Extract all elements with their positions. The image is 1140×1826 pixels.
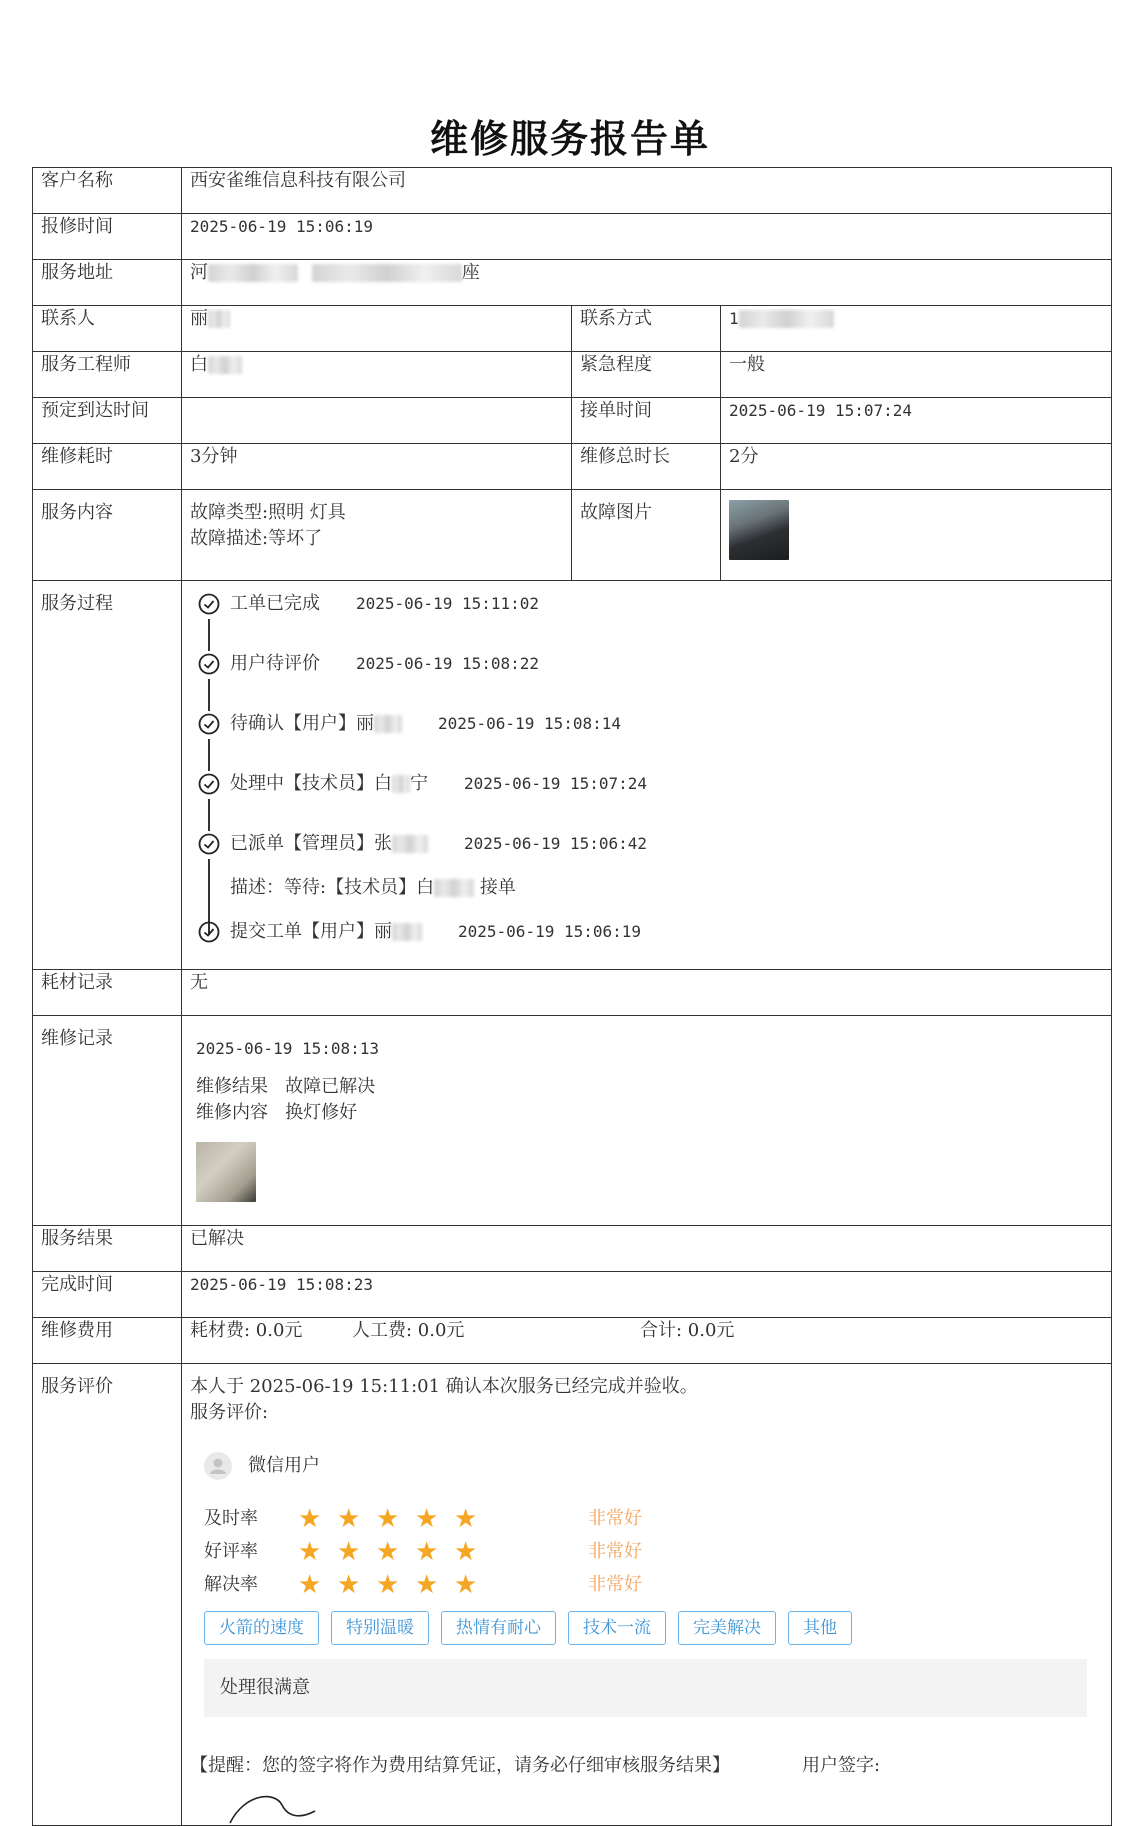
row-report-time (33, 214, 1112, 260)
redacted-engineer (208, 356, 242, 374)
tag-chip[interactable]: 特别温暖 (331, 1611, 429, 1645)
page-title: 维修服务报告单 (429, 116, 710, 161)
tag-chip[interactable]: 热情有耐心 (441, 1611, 556, 1645)
row-result (33, 1226, 1112, 1272)
label-eta: 预定到达时间 (33, 398, 182, 444)
redacted-address-2 (312, 264, 462, 282)
ratings (190, 1502, 1103, 1601)
timeline-status: 处理中【技术员】白 (230, 773, 392, 794)
value-customer: 西安雀维信息科技有限公司 (182, 168, 1112, 214)
row-evaluation (33, 1364, 1112, 1826)
check-circle-icon (198, 921, 220, 943)
label-cost: 维修费用 (33, 1318, 182, 1364)
timeline-item (198, 831, 1103, 875)
label-urgency: 紧急程度 (572, 352, 721, 398)
row-materials (33, 970, 1112, 1016)
star-icon: ★ (298, 1536, 322, 1567)
cost-material: 耗材费: 0.0元 (190, 1320, 303, 1341)
value-repair-duration: 3分钟 (182, 444, 572, 490)
value-contact-method (721, 306, 1112, 352)
row-contact (33, 306, 1112, 352)
timeline-time: 2025-06-19 15:06:42 (464, 834, 648, 853)
timeline-time: 2025-06-19 15:08:22 (356, 654, 540, 673)
check-circle-icon (198, 653, 220, 675)
row-cost (33, 1318, 1112, 1364)
value-result: 已解决 (182, 1226, 1112, 1272)
repair-result-line (196, 1074, 1097, 1100)
avatar (204, 1452, 232, 1480)
row-repair-record (33, 1016, 1112, 1226)
check-circle-icon (198, 833, 220, 855)
rating-row (190, 1568, 1103, 1601)
star-icon: ★ (454, 1503, 478, 1534)
label-fault-image: 故障图片 (572, 490, 721, 581)
star-icon: ★ (298, 1569, 322, 1600)
row-eta (33, 398, 1112, 444)
star-icon: ★ (415, 1503, 439, 1534)
star-icon: ★ (298, 1503, 322, 1534)
timeline-time: 2025-06-19 15:06:19 (458, 922, 642, 941)
timeline-who: 宁 (410, 773, 428, 794)
timeline-status: 提交工单【用户】丽 (230, 921, 392, 942)
timeline-item (198, 591, 1103, 651)
label-report-time: 报修时间 (33, 214, 182, 260)
signature-reminder: 【提醒：您的签字将作为费用结算凭证，请务必仔细审核服务结果】 (190, 1755, 730, 1776)
star-icon: ★ (454, 1569, 478, 1600)
address-suffix: 座 (461, 262, 480, 283)
rating-label: 及时率 (204, 1507, 258, 1529)
rating-text: 非常好 (588, 1507, 642, 1529)
label-contact-method: 联系方式 (572, 306, 721, 352)
timeline-description (230, 875, 1103, 919)
star-icon: ★ (337, 1536, 361, 1567)
evaluation-statement: 本人于 2025-06-19 15:11:01 确认本次服务已经完成并验收。 (190, 1376, 698, 1397)
value-service-content (182, 490, 572, 581)
label-address: 服务地址 (33, 260, 182, 306)
value-repair-record (182, 1016, 1112, 1226)
evaluator-name: 微信用户 (248, 1455, 320, 1476)
label-result: 服务结果 (33, 1226, 182, 1272)
redacted-address-1 (208, 264, 298, 282)
evaluation-comment: 处理很满意 (204, 1659, 1087, 1717)
signature-row (190, 1753, 1103, 1779)
star-rating (298, 1503, 478, 1534)
rating-text: 非常好 (588, 1540, 642, 1562)
description-suffix: 接单 (479, 877, 516, 898)
value-engineer (182, 352, 572, 398)
label-materials: 耗材记录 (33, 970, 182, 1016)
redacted-name (374, 715, 402, 733)
timeline-item (198, 651, 1103, 711)
redacted-name (392, 923, 422, 941)
timeline-status: 待确认【用户】丽 (230, 713, 374, 734)
check-circle-icon (198, 773, 220, 795)
repair-result-label: 维修结果 (196, 1076, 268, 1097)
redacted-phone (739, 310, 834, 328)
label-accept-time: 接单时间 (572, 398, 721, 444)
timeline-item (198, 771, 1103, 831)
label-evaluation: 服务评价 (33, 1364, 182, 1826)
timeline-time: 2025-06-19 15:11:02 (356, 594, 540, 613)
tag-chip[interactable]: 其他 (788, 1611, 852, 1645)
star-rating (298, 1536, 478, 1567)
description-prefix: 描述：等待:【技术员】白 (230, 877, 435, 898)
tag-chip[interactable]: 技术一流 (568, 1611, 666, 1645)
timeline-status: 已派单【管理员】张 (230, 833, 392, 854)
fault-type: 故障类型:照明 灯具 (190, 502, 346, 523)
redacted-name (434, 879, 474, 897)
rating-label: 好评率 (204, 1540, 258, 1562)
label-engineer: 服务工程师 (33, 352, 182, 398)
timeline-status: 用户待评价 (230, 653, 320, 674)
tag-chip[interactable]: 完美解决 (678, 1611, 776, 1645)
redacted-name (392, 775, 410, 793)
value-total-duration: 2分 (721, 444, 1112, 490)
fault-image-thumbnail[interactable] (729, 500, 789, 560)
label-customer: 客户名称 (33, 168, 182, 214)
cost-labor: 人工费: 0.0元 (352, 1320, 465, 1341)
check-circle-icon (198, 593, 220, 615)
cost-total: 合计: 0.0元 (640, 1320, 735, 1341)
signature-scribble (190, 1785, 350, 1825)
timeline-status: 工单已完成 (230, 593, 320, 614)
value-process (182, 581, 1112, 970)
value-eta (182, 398, 572, 444)
rating-row (190, 1535, 1103, 1568)
label-contact: 联系人 (33, 306, 182, 352)
value-report-time: 2025-06-19 15:06:19 (182, 214, 1112, 260)
address-prefix: 河 (190, 262, 208, 283)
process-timeline (190, 581, 1103, 969)
check-circle-icon (198, 713, 220, 735)
row-service-content (33, 490, 1112, 581)
row-finish-time (33, 1272, 1112, 1318)
signature-label: 用户签字: (802, 1755, 881, 1776)
value-contact (182, 306, 572, 352)
star-icon: ★ (376, 1536, 400, 1567)
label-total-duration: 维修总时长 (572, 444, 721, 490)
evaluation-label: 服务评价: (190, 1402, 269, 1423)
value-urgency: 一般 (721, 352, 1112, 398)
star-icon: ★ (415, 1536, 439, 1567)
star-icon: ★ (376, 1569, 400, 1600)
label-finish-time: 完成时间 (33, 1272, 182, 1318)
redacted-contact (208, 310, 230, 328)
label-service-content: 服务内容 (33, 490, 182, 581)
row-address (33, 260, 1112, 306)
report-table (32, 167, 1112, 1826)
row-process (33, 581, 1112, 970)
rating-label: 解决率 (204, 1573, 258, 1595)
repair-record-time: 2025-06-19 15:08:13 (196, 1039, 380, 1058)
label-repair-record: 维修记录 (33, 1016, 182, 1226)
value-finish-time: 2025-06-19 15:08:23 (182, 1272, 1112, 1318)
contact-initial: 丽 (190, 308, 208, 329)
row-duration (33, 444, 1112, 490)
timeline-item (198, 919, 1103, 951)
phone-initial: 1 (729, 309, 739, 328)
value-address (182, 260, 1112, 306)
repair-content-line (196, 1100, 1097, 1126)
star-icon: ★ (337, 1569, 361, 1600)
label-process: 服务过程 (33, 581, 182, 970)
engineer-initial: 白 (190, 354, 208, 375)
row-customer (33, 168, 1112, 214)
repair-content-value: 换灯修好 (285, 1102, 358, 1123)
value-fault-image (721, 490, 1112, 581)
value-materials: 无 (182, 970, 1112, 1016)
user-icon (204, 1452, 232, 1480)
value-accept-time: 2025-06-19 15:07:24 (721, 398, 1112, 444)
star-rating (298, 1569, 478, 1600)
star-icon: ★ (337, 1503, 361, 1534)
timeline-item (198, 711, 1103, 771)
repair-content-label: 维修内容 (196, 1102, 268, 1123)
fault-desc: 故障描述:等坏了 (190, 528, 323, 549)
star-icon: ★ (376, 1503, 400, 1534)
repair-image-thumbnail[interactable] (196, 1142, 256, 1202)
row-engineer (33, 352, 1112, 398)
evaluator (190, 1440, 1103, 1492)
value-evaluation (182, 1364, 1112, 1826)
evaluation-tags (190, 1611, 1103, 1645)
value-cost (182, 1318, 1112, 1364)
timeline-time: 2025-06-19 15:07:24 (464, 774, 648, 793)
star-icon: ★ (454, 1536, 478, 1567)
repair-result-value: 故障已解决 (285, 1076, 376, 1097)
rating-text: 非常好 (588, 1573, 642, 1595)
label-repair-duration: 维修耗时 (33, 444, 182, 490)
redacted-name (392, 835, 428, 853)
star-icon: ★ (415, 1569, 439, 1600)
tag-chip[interactable]: 火箭的速度 (204, 1611, 319, 1645)
timeline-time: 2025-06-19 15:08:14 (438, 714, 622, 733)
rating-row (190, 1502, 1103, 1535)
